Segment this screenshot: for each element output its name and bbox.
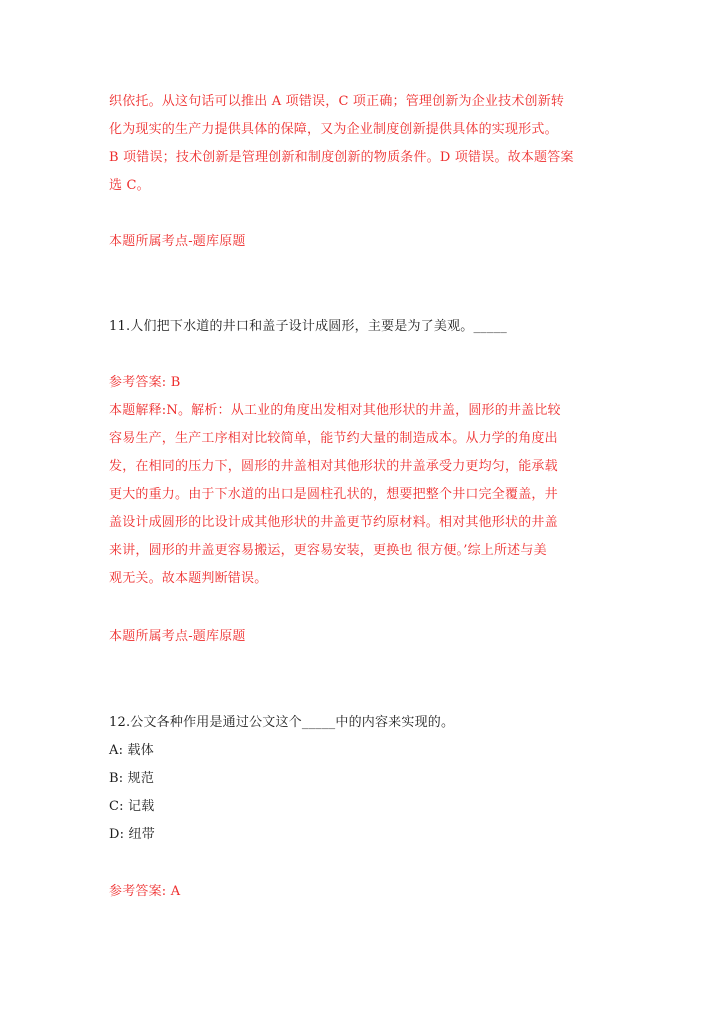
explanation-line: 选 C。 — [109, 178, 150, 193]
explanation-line: 来讲，圆形的井盖更容易搬运，更容易安装，更换也 很方便。’综上所述与美 — [109, 543, 547, 558]
explanation-line: 发，在相同的压力下，圆形的井盖相对其他形状的井盖承受力更均匀，能承载 — [109, 459, 558, 474]
explanation-line: 盖设计成圆形的比设计成其他形状的井盖更节约原材料。相对其他形状的井盖 — [109, 515, 558, 530]
explanation-line: 容易生产，生产工序相对比较简单，能节约大量的制造成本。从力学的角度出 — [109, 431, 558, 446]
explanation-line: 更大的重力。由于下水道的出口是圆柱孔状的，想要把整个井口完全覆盖，井 — [109, 487, 558, 502]
question-11 — [109, 313, 611, 341]
question-11-answer-block — [109, 369, 611, 593]
answer-label: 参考答案: B — [109, 375, 181, 390]
source-label: 本题所属考点-题库原题 — [109, 629, 246, 644]
question-12-answer — [109, 878, 611, 906]
question-text: 11.人们把下水道的井口和盖子设计成圆形，主要是为了美观。_____ — [109, 319, 507, 334]
previous-explanation — [109, 88, 611, 200]
explanation-line: 观无关。故本题判断错误。 — [109, 571, 268, 586]
source-label: 本题所属考点-题库原题 — [109, 234, 246, 249]
explanation-line: 化为现实的生产力提供具体的保障，又为企业制度创新提供具体的实现形式。 — [109, 122, 558, 137]
previous-source — [109, 228, 611, 256]
option-c: C: 记载 — [109, 799, 155, 814]
explanation-line: 织依托。从这句话可以推出 A 项错误，C 项正确；管理创新为企业技术创新转 — [109, 94, 565, 109]
question-text: 12.公文各种作用是通过公文这个_____中的内容来实现的。 — [109, 715, 455, 730]
answer-label: 参考答案: A — [109, 884, 181, 899]
explanation-line: 本题解释:N。解析：从工业的角度出发相对其他形状的井盖，圆形的井盖比较 — [109, 403, 561, 418]
question-11-source — [109, 623, 611, 651]
option-d: D: 纽带 — [109, 827, 155, 842]
question-12 — [109, 709, 611, 849]
explanation-line: B 项错误；技术创新是管理创新和制度创新的物质条件。D 项错误。故本题答案 — [109, 150, 574, 165]
option-a: A: 载体 — [109, 743, 154, 758]
option-b: B: 规范 — [109, 771, 155, 786]
